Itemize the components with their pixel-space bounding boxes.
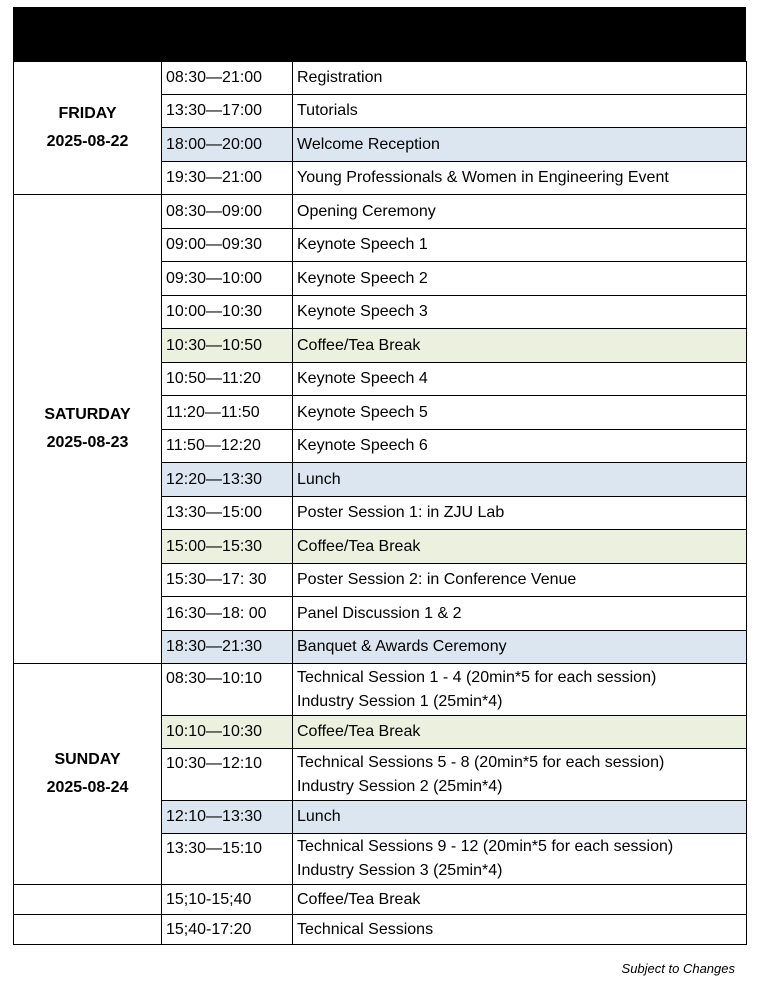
event-line: Technical Sessions 9 - 12 (20min*5 for each session) — [297, 838, 674, 855]
day-date: 2025-08-22 — [46, 133, 129, 150]
event-line: Technical Sessions 5 - 8 (20min*5 for each session) — [297, 753, 665, 771]
event-cell: Keynote Speech 3 — [293, 296, 747, 329]
table-row — [14, 664, 747, 716]
time-cell: 10:30—12:10 — [162, 749, 293, 801]
time-cell: 15:00—15:30 — [162, 530, 293, 564]
time-cell: 12:10—13:30 — [162, 801, 293, 834]
day-date: 2025-08-23 — [46, 434, 129, 451]
event-cell: Coffee/Tea Break — [293, 530, 747, 564]
event-line: Industry Session 2 (25min*4) — [297, 777, 503, 795]
time-cell: 10:10—10:30 — [162, 716, 293, 749]
event-cell: Tutorials — [293, 95, 747, 128]
event-cell: Poster Session 1: in ZJU Lab — [293, 497, 747, 530]
event-cell: Lunch — [293, 801, 747, 834]
time-cell: 08:30—21:00 — [162, 62, 293, 95]
time-cell: 18:30—21:30 — [162, 631, 293, 664]
day-name: FRIDAY — [58, 105, 117, 122]
event-cell: Panel Discussion 1 & 2 — [293, 597, 747, 631]
time-cell: 11:50—12:20 — [162, 430, 293, 463]
table-row — [14, 915, 747, 945]
time-cell: 13:30—17:00 — [162, 95, 293, 128]
event-cell: Welcome Reception — [293, 128, 747, 162]
time-cell: 13:30—15:10 — [162, 834, 293, 885]
event-cell: Keynote Speech 6 — [293, 430, 747, 463]
day-name: SATURDAY — [44, 406, 131, 423]
event-cell: Keynote Speech 2 — [293, 262, 747, 296]
time-cell: 18:00—20:00 — [162, 128, 293, 162]
event-line: Industry Session 3 (25min*4) — [297, 862, 503, 879]
event-line: Industry Session 1 (25min*4) — [297, 692, 503, 710]
day-cell-saturday — [14, 195, 162, 664]
event-cell: Lunch — [293, 463, 747, 497]
event-cell: Keynote Speech 1 — [293, 229, 747, 262]
event-cell — [293, 749, 747, 801]
day-name: SUNDAY — [54, 751, 121, 768]
event-cell — [293, 834, 747, 885]
time-cell: 09:00—09:30 — [162, 229, 293, 262]
time-cell: 19:30—21:00 — [162, 162, 293, 195]
event-cell: Registration — [293, 62, 747, 95]
event-line: Technical Session 1 - 4 (20min*5 for each session) — [297, 668, 657, 686]
time-cell: 15:30—17: 30 — [162, 564, 293, 597]
event-cell: Poster Session 2: in Conference Venue — [293, 564, 747, 597]
time-cell: 15;10-15;40 — [162, 885, 293, 915]
table-row — [14, 195, 747, 229]
time-cell: 12:20—13:30 — [162, 463, 293, 497]
time-cell: 16:30—18: 00 — [162, 597, 293, 631]
event-cell: Coffee/Tea Break — [293, 885, 747, 915]
footnote: Subject to Changes — [621, 961, 735, 976]
time-cell: 11:20—11:50 — [162, 396, 293, 430]
event-cell — [293, 664, 747, 716]
event-cell: Technical Sessions — [293, 915, 747, 945]
table-row — [14, 62, 747, 95]
event-cell: Banquet & Awards Ceremony — [293, 631, 747, 664]
time-cell: 09:30—10:00 — [162, 262, 293, 296]
event-cell: Young Professionals & Women in Engineering Event — [293, 162, 747, 195]
day-date: 2025-08-24 — [46, 779, 129, 796]
time-cell: 10:30—10:50 — [162, 329, 293, 363]
empty-day-cell — [14, 885, 162, 915]
day-cell-friday — [14, 62, 162, 195]
time-cell: 13:30—15:00 — [162, 497, 293, 530]
event-cell: Keynote Speech 4 — [293, 363, 747, 396]
schedule-table — [13, 61, 747, 945]
event-cell: Coffee/Tea Break — [293, 329, 747, 363]
time-cell: 08:30—10:10 — [162, 664, 293, 716]
event-cell: Coffee/Tea Break — [293, 716, 747, 749]
time-cell: 15;40-17:20 — [162, 915, 293, 945]
day-cell-sunday — [14, 664, 162, 885]
time-cell: 10:00—10:30 — [162, 296, 293, 329]
time-cell: 10:50—11:20 — [162, 363, 293, 396]
time-cell: 08:30—09:00 — [162, 195, 293, 229]
table-row — [14, 885, 747, 915]
event-cell: Keynote Speech 5 — [293, 396, 747, 430]
event-cell: Opening Ceremony — [293, 195, 747, 229]
empty-day-cell — [14, 915, 162, 945]
header-bar — [13, 7, 746, 61]
